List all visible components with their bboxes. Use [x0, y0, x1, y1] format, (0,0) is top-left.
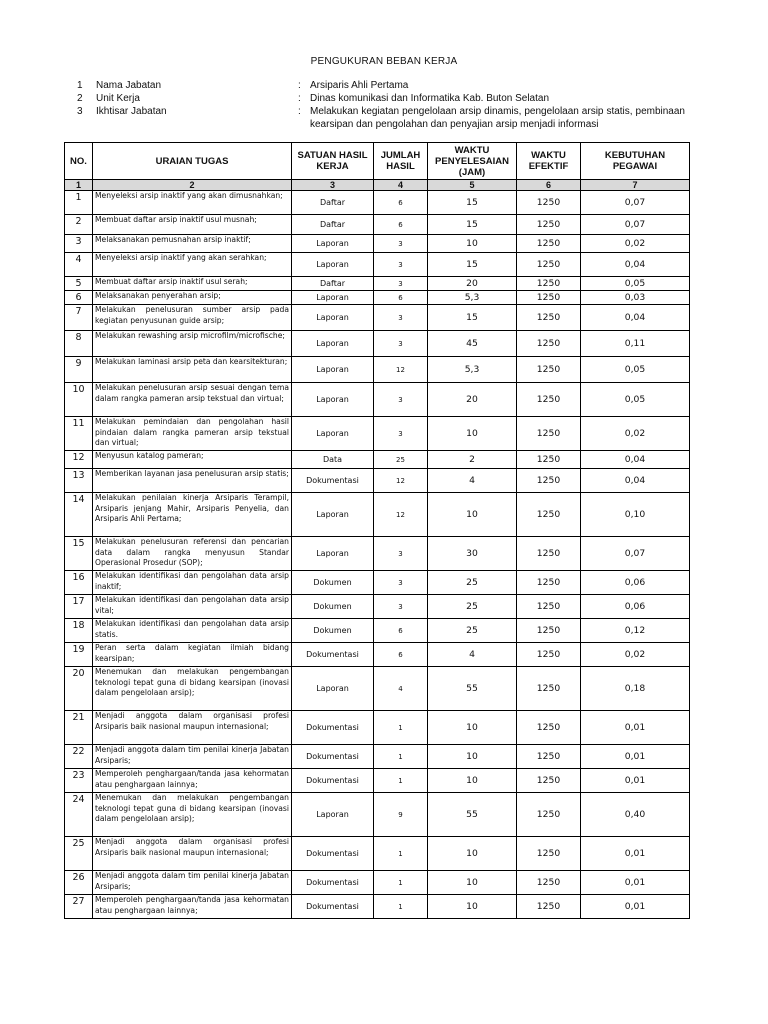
jumlah-hasil: 12	[374, 357, 428, 383]
waktu-penyelesaian: 10	[428, 417, 517, 451]
table-row	[65, 305, 690, 331]
jumlah-hasil: 3	[374, 383, 428, 417]
kebutuhan-pegawai: 0,04	[581, 253, 690, 277]
waktu-penyelesaian: 15	[428, 215, 517, 235]
row-number: 10	[65, 383, 93, 417]
task-description: Menyeleksi arsip inaktif yang akan serahkan;	[93, 253, 292, 277]
table-row	[65, 643, 690, 667]
jumlah-hasil: 1	[374, 871, 428, 895]
waktu-efektif: 1250	[517, 493, 581, 537]
jumlah-hasil: 1	[374, 895, 428, 919]
jumlah-hasil: 3	[374, 253, 428, 277]
table-row	[65, 469, 690, 493]
kebutuhan-pegawai: 0,01	[581, 711, 690, 745]
kebutuhan-pegawai: 0,03	[581, 291, 690, 305]
row-number: 7	[65, 305, 93, 331]
waktu-penyelesaian: 4	[428, 643, 517, 667]
table-row	[65, 571, 690, 595]
task-description: Melaksanakan pemusnahan arsip inaktif;	[93, 235, 292, 253]
satuan-hasil-kerja: Dokumentasi	[292, 871, 374, 895]
workload-table	[64, 142, 690, 919]
waktu-efektif: 1250	[517, 305, 581, 331]
task-description: Peran serta dalam kegiatan ilmiah bidang kearsipan;	[93, 643, 292, 667]
row-number: 21	[65, 711, 93, 745]
waktu-efektif: 1250	[517, 291, 581, 305]
task-description: Menyeleksi arsip inaktif yang akan dimusnahkan;	[93, 191, 292, 215]
row-number: 13	[65, 469, 93, 493]
row-number: 26	[65, 871, 93, 895]
waktu-penyelesaian: 25	[428, 619, 517, 643]
row-number: 27	[65, 895, 93, 919]
jumlah-hasil: 6	[374, 619, 428, 643]
jumlah-hasil: 3	[374, 595, 428, 619]
waktu-efektif: 1250	[517, 793, 581, 837]
row-number: 16	[65, 571, 93, 595]
satuan-hasil-kerja: Daftar	[292, 191, 374, 215]
satuan-hasil-kerja: Dokumen	[292, 619, 374, 643]
waktu-penyelesaian: 45	[428, 331, 517, 357]
waktu-penyelesaian: 10	[428, 235, 517, 253]
kebutuhan-pegawai: 0,04	[581, 469, 690, 493]
table-row	[65, 253, 690, 277]
waktu-penyelesaian: 15	[428, 253, 517, 277]
jumlah-hasil: 3	[374, 305, 428, 331]
task-description: Melakukan penelusuran referensi dan pencarian data dalam rangka menyusun Standar Operasional Prosedur (SOP);	[93, 537, 292, 571]
jumlah-hasil: 3	[374, 571, 428, 595]
waktu-penyelesaian: 10	[428, 837, 517, 871]
document-title: PENGUKURAN BEBAN KERJA	[310, 56, 458, 67]
header-waktu-efektif: WAKTU EFEKTIF	[517, 143, 581, 180]
waktu-penyelesaian: 55	[428, 667, 517, 711]
row-number: 25	[65, 837, 93, 871]
info-colon: :	[298, 106, 301, 117]
task-description: Menemukan dan melakukan pengembangan teknologi tepat guna di bidang kearsipan (inovasi dalam pengelolaan arsip);	[93, 793, 292, 837]
jumlah-hasil: 6	[374, 643, 428, 667]
waktu-efektif: 1250	[517, 417, 581, 451]
waktu-penyelesaian: 10	[428, 711, 517, 745]
waktu-efektif: 1250	[517, 619, 581, 643]
kebutuhan-pegawai: 0,07	[581, 215, 690, 235]
kebutuhan-pegawai: 0,01	[581, 769, 690, 793]
satuan-hasil-kerja: Dokumentasi	[292, 895, 374, 919]
task-description: Menjadi anggota dalam organisasi profesi Arsiparis baik nasional maupun internasional;	[93, 711, 292, 745]
table-row	[65, 667, 690, 711]
row-number: 24	[65, 793, 93, 837]
satuan-hasil-kerja: Laporan	[292, 537, 374, 571]
row-number: 15	[65, 537, 93, 571]
waktu-efektif: 1250	[517, 769, 581, 793]
satuan-hasil-kerja: Laporan	[292, 331, 374, 357]
satuan-hasil-kerja: Dokumen	[292, 595, 374, 619]
waktu-efektif: 1250	[517, 595, 581, 619]
column-number: 5	[428, 180, 517, 191]
satuan-hasil-kerja: Laporan	[292, 357, 374, 383]
waktu-efektif: 1250	[517, 383, 581, 417]
row-number: 20	[65, 667, 93, 711]
satuan-hasil-kerja: Laporan	[292, 235, 374, 253]
waktu-penyelesaian: 5,3	[428, 291, 517, 305]
waktu-efektif: 1250	[517, 837, 581, 871]
waktu-efektif: 1250	[517, 871, 581, 895]
kebutuhan-pegawai: 0,02	[581, 643, 690, 667]
task-description: Melakukan rewashing arsip microfilm/microfische;	[93, 331, 292, 357]
waktu-penyelesaian: 5,3	[428, 357, 517, 383]
jumlah-hasil: 1	[374, 837, 428, 871]
row-number: 12	[65, 451, 93, 469]
task-description: Melaksanakan penyerahan arsip;	[93, 291, 292, 305]
table-row	[65, 895, 690, 919]
header-jumlah-hasil: JUMLAH HASIL	[374, 143, 428, 180]
task-description: Menjadi anggota dalam tim penilai kinerja Jabatan Arsiparis;	[93, 871, 292, 895]
header-satuan-hasil-kerja: SATUAN HASIL KERJA	[292, 143, 374, 180]
table-row	[65, 215, 690, 235]
row-number: 3	[65, 235, 93, 253]
table-row	[65, 493, 690, 537]
column-number: 7	[581, 180, 690, 191]
column-number: 2	[93, 180, 292, 191]
row-number: 6	[65, 291, 93, 305]
waktu-efektif: 1250	[517, 643, 581, 667]
satuan-hasil-kerja: Dokumentasi	[292, 711, 374, 745]
waktu-penyelesaian: 25	[428, 571, 517, 595]
kebutuhan-pegawai: 0,02	[581, 417, 690, 451]
satuan-hasil-kerja: Daftar	[292, 215, 374, 235]
satuan-hasil-kerja: Dokumen	[292, 571, 374, 595]
satuan-hasil-kerja: Laporan	[292, 417, 374, 451]
kebutuhan-pegawai: 0,18	[581, 667, 690, 711]
column-number: 1	[65, 180, 93, 191]
waktu-efektif: 1250	[517, 191, 581, 215]
task-description: Melakukan penelusuran sumber arsip pada kegiatan penyusunan guide arsip;	[93, 305, 292, 331]
task-description: Membuat daftar arsip inaktif usul musnah;	[93, 215, 292, 235]
waktu-efektif: 1250	[517, 277, 581, 291]
kebutuhan-pegawai: 0,06	[581, 571, 690, 595]
task-description: Memperoleh penghargaan/tanda jasa kehormatan atau penghargaan lainnya;	[93, 895, 292, 919]
info-value: Melakukan kegiatan pengelolaan arsip dinamis, pengelolaan arsip statis, pembinaan kearsipan dan pengolahan dan penyajian arsip menjadi informasi	[310, 106, 685, 130]
kebutuhan-pegawai: 0,05	[581, 357, 690, 383]
jumlah-hasil: 3	[374, 417, 428, 451]
column-number: 6	[517, 180, 581, 191]
satuan-hasil-kerja: Dokumentasi	[292, 769, 374, 793]
task-description: Melakukan penelusuran arsip sesuai dengan tema dalam rangka pameran arsip tekstual dan virtual;	[93, 383, 292, 417]
task-description: Melakukan laminasi arsip peta dan kearsitekturan;	[93, 357, 292, 383]
table-row	[65, 277, 690, 291]
waktu-penyelesaian: 20	[428, 277, 517, 291]
satuan-hasil-kerja: Laporan	[292, 793, 374, 837]
jumlah-hasil: 3	[374, 235, 428, 253]
kebutuhan-pegawai: 0,06	[581, 595, 690, 619]
table-row	[65, 235, 690, 253]
waktu-penyelesaian: 4	[428, 469, 517, 493]
waktu-efektif: 1250	[517, 253, 581, 277]
table-row	[65, 537, 690, 571]
kebutuhan-pegawai: 0,05	[581, 277, 690, 291]
row-number: 1	[65, 191, 93, 215]
satuan-hasil-kerja: Laporan	[292, 305, 374, 331]
waktu-efektif: 1250	[517, 571, 581, 595]
info-number: 3	[77, 106, 83, 117]
kebutuhan-pegawai: 0,40	[581, 793, 690, 837]
task-description: Melakukan identifikasi dan pengolahan data arsip statis.	[93, 619, 292, 643]
satuan-hasil-kerja: Laporan	[292, 493, 374, 537]
waktu-penyelesaian: 2	[428, 451, 517, 469]
header-kebutuhan-pegawai: KEBUTUHAN PEGAWAI	[581, 143, 690, 180]
row-number: 17	[65, 595, 93, 619]
row-number: 19	[65, 643, 93, 667]
row-number: 8	[65, 331, 93, 357]
task-description: Membuat daftar arsip inaktif usul serah;	[93, 277, 292, 291]
table-row	[65, 619, 690, 643]
satuan-hasil-kerja: Dokumentasi	[292, 837, 374, 871]
task-description: Memperoleh penghargaan/tanda jasa kehormatan atau penghargaan lainnya;	[93, 769, 292, 793]
jumlah-hasil: 1	[374, 769, 428, 793]
waktu-penyelesaian: 25	[428, 595, 517, 619]
satuan-hasil-kerja: Laporan	[292, 253, 374, 277]
row-number: 4	[65, 253, 93, 277]
kebutuhan-pegawai: 0,10	[581, 493, 690, 537]
kebutuhan-pegawai: 0,07	[581, 537, 690, 571]
jumlah-hasil: 1	[374, 745, 428, 769]
waktu-penyelesaian: 30	[428, 537, 517, 571]
satuan-hasil-kerja: Laporan	[292, 667, 374, 711]
jumlah-hasil: 12	[374, 493, 428, 537]
waktu-efektif: 1250	[517, 451, 581, 469]
waktu-efektif: 1250	[517, 357, 581, 383]
waktu-penyelesaian: 15	[428, 191, 517, 215]
row-number: 2	[65, 215, 93, 235]
satuan-hasil-kerja: Dokumentasi	[292, 469, 374, 493]
task-description: Menyusun katalog pameran;	[93, 451, 292, 469]
task-description: Menemukan dan melakukan pengembangan teknologi tepat guna di bidang kearsipan (inovasi dalam pengelolaan arsip);	[93, 667, 292, 711]
waktu-efektif: 1250	[517, 469, 581, 493]
jumlah-hasil: 6	[374, 191, 428, 215]
jumlah-hasil: 3	[374, 537, 428, 571]
satuan-hasil-kerja: Laporan	[292, 291, 374, 305]
task-description: Melakukan identifikasi dan pengolahan data arsip inaktif;	[93, 571, 292, 595]
row-number: 23	[65, 769, 93, 793]
column-number: 4	[374, 180, 428, 191]
jumlah-hasil: 6	[374, 291, 428, 305]
satuan-hasil-kerja: Data	[292, 451, 374, 469]
kebutuhan-pegawai: 0,02	[581, 235, 690, 253]
satuan-hasil-kerja: Dokumentasi	[292, 643, 374, 667]
kebutuhan-pegawai: 0,04	[581, 451, 690, 469]
waktu-efektif: 1250	[517, 667, 581, 711]
task-description: Memberikan layanan jasa penelusuran arsip statis;	[93, 469, 292, 493]
info-value: Dinas komunikasi dan Informatika Kab. Buton Selatan	[310, 93, 550, 104]
info-label: Nama Jabatan	[96, 80, 162, 91]
column-number-row	[65, 180, 690, 191]
kebutuhan-pegawai: 0,04	[581, 305, 690, 331]
header-uraian-tugas: URAIAN TUGAS	[93, 143, 292, 180]
satuan-hasil-kerja: Daftar	[292, 277, 374, 291]
table-body	[65, 191, 690, 919]
row-number: 22	[65, 745, 93, 769]
table-row	[65, 357, 690, 383]
info-label: Unit Kerja	[96, 93, 140, 104]
jumlah-hasil: 3	[374, 331, 428, 357]
row-number: 9	[65, 357, 93, 383]
table-header-row	[65, 143, 690, 180]
table-row	[65, 711, 690, 745]
kebutuhan-pegawai: 0,01	[581, 895, 690, 919]
table-row	[65, 793, 690, 837]
waktu-penyelesaian: 55	[428, 793, 517, 837]
satuan-hasil-kerja: Laporan	[292, 383, 374, 417]
table-row	[65, 331, 690, 357]
info-label: Ikhtisar Jabatan	[96, 106, 167, 117]
waktu-penyelesaian: 20	[428, 383, 517, 417]
info-number: 1	[77, 80, 83, 91]
row-number: 5	[65, 277, 93, 291]
table-row	[65, 383, 690, 417]
table-row	[65, 451, 690, 469]
table-row	[65, 291, 690, 305]
column-number: 3	[292, 180, 374, 191]
waktu-penyelesaian: 10	[428, 745, 517, 769]
waktu-efektif: 1250	[517, 331, 581, 357]
waktu-penyelesaian: 15	[428, 305, 517, 331]
row-number: 18	[65, 619, 93, 643]
jumlah-hasil: 1	[374, 711, 428, 745]
table-row	[65, 745, 690, 769]
info-colon: :	[298, 93, 301, 104]
info-colon: :	[298, 80, 301, 91]
task-description: Melakukan identifikasi dan pengolahan data arsip vital;	[93, 595, 292, 619]
jumlah-hasil: 3	[374, 277, 428, 291]
waktu-efektif: 1250	[517, 235, 581, 253]
jumlah-hasil: 4	[374, 667, 428, 711]
kebutuhan-pegawai: 0,01	[581, 745, 690, 769]
kebutuhan-pegawai: 0,11	[581, 331, 690, 357]
waktu-efektif: 1250	[517, 745, 581, 769]
kebutuhan-pegawai: 0,07	[581, 191, 690, 215]
table-row	[65, 871, 690, 895]
task-description: Melakukan pemindaian dan pengolahan hasil pindaian dalam rangka pameran arsip tekstual dan virtual;	[93, 417, 292, 451]
kebutuhan-pegawai: 0,12	[581, 619, 690, 643]
table-row	[65, 769, 690, 793]
info-value: Arsiparis Ahli Pertama	[310, 80, 409, 91]
waktu-penyelesaian: 10	[428, 493, 517, 537]
waktu-efektif: 1250	[517, 537, 581, 571]
jumlah-hasil: 6	[374, 215, 428, 235]
task-description: Melakukan penilaian kinerja Arsiparis Terampil, Arsiparis jenjang Mahir, Arsiparis Penyelia, dan Arsiparis Ahli Pertama;	[93, 493, 292, 537]
table-row	[65, 595, 690, 619]
waktu-penyelesaian: 10	[428, 871, 517, 895]
table-row	[65, 417, 690, 451]
jumlah-hasil: 9	[374, 793, 428, 837]
satuan-hasil-kerja: Dokumentasi	[292, 745, 374, 769]
header-waktu-penyelesaian: WAKTU PENYELESAIAN (JAM)	[428, 143, 517, 180]
kebutuhan-pegawai: 0,01	[581, 871, 690, 895]
row-number: 14	[65, 493, 93, 537]
task-description: Menjadi anggota dalam tim penilai kinerja Jabatan Arsiparis;	[93, 745, 292, 769]
table-row	[65, 191, 690, 215]
jumlah-hasil: 25	[374, 451, 428, 469]
table-row	[65, 837, 690, 871]
header-no: NO.	[65, 143, 93, 180]
task-description: Menjadi anggota dalam organisasi profesi Arsiparis baik nasional maupun internasional;	[93, 837, 292, 871]
kebutuhan-pegawai: 0,05	[581, 383, 690, 417]
info-number: 2	[77, 93, 83, 104]
kebutuhan-pegawai: 0,01	[581, 837, 690, 871]
waktu-penyelesaian: 10	[428, 895, 517, 919]
waktu-efektif: 1250	[517, 215, 581, 235]
row-number: 11	[65, 417, 93, 451]
waktu-efektif: 1250	[517, 895, 581, 919]
waktu-penyelesaian: 10	[428, 769, 517, 793]
jumlah-hasil: 12	[374, 469, 428, 493]
waktu-efektif: 1250	[517, 711, 581, 745]
